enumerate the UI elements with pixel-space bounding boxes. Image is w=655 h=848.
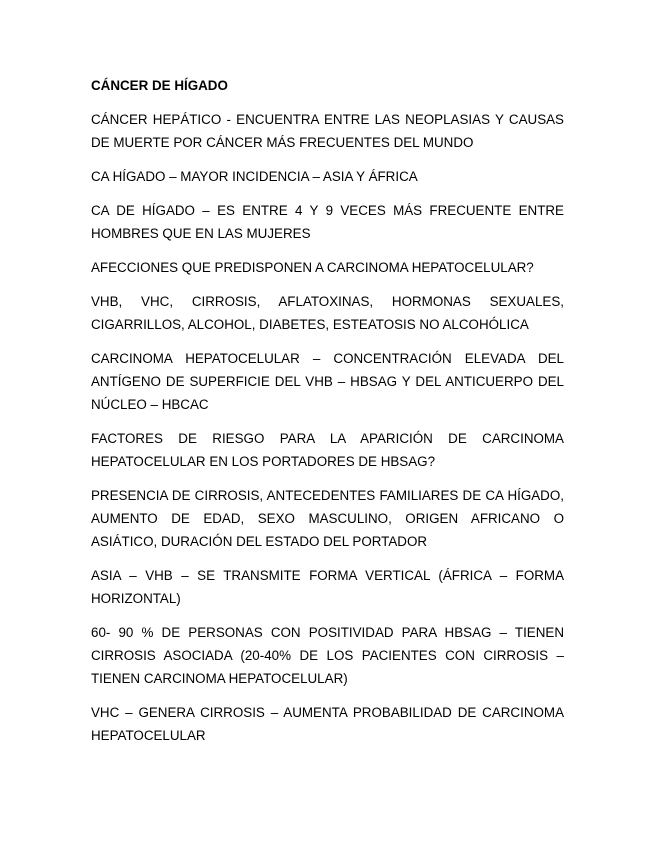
paragraph-vhc: VHC – GENERA CIRROSIS – AUMENTA PROBABILIDAD DE CARCINOMA HEPATOCELULAR [91, 705, 564, 743]
paragraph-hepatic-cancer-intro: CÁNCER HEPÁTICO - ENCUENTRA ENTRE LAS NEOPLASIAS Y CAUSAS DE MUERTE POR CÁNCER MÁS FRECUENTES DEL MUNDO [91, 112, 564, 150]
document-page [91, 74, 564, 758]
paragraph-incidence: CA HÍGADO – MAYOR INCIDENCIA – ASIA Y ÁFRICA [91, 169, 418, 184]
paragraph-antigen: CARCINOMA HEPATOCELULAR – CONCENTRACIÓN ELEVADA DEL ANTÍGENO DE SUPERFICIE DEL VHB – HBSAG Y DEL ANTICUERPO DEL NÚCLEO – HBCAC [91, 351, 564, 412]
paragraph-predisposing-factors: VHB, VHC, CIRROSIS, AFLATOXINAS, HORMONAS SEXUALES, CIGARRILLOS, ALCOHOL, DIABETES, ESTEATOSIS NO ALCOHÓLICA [91, 294, 564, 332]
paragraph-question-predisposing: AFECCIONES QUE PREDISPONEN A CARCINOMA HEPATOCELULAR? [91, 260, 534, 275]
paragraph-sex-ratio: CA DE HÍGADO – ES ENTRE 4 Y 9 VECES MÁS FRECUENTE ENTRE HOMBRES QUE EN LAS MUJERES [91, 203, 564, 241]
document-title: CÁNCER DE HÍGADO [91, 78, 228, 93]
paragraph-transmission: ASIA – VHB – SE TRANSMITE FORMA VERTICAL (ÁFRICA – FORMA HORIZONTAL) [91, 568, 564, 606]
paragraph-risk-factors: PRESENCIA DE CIRROSIS, ANTECEDENTES FAMILIARES DE CA HÍGADO, AUMENTO DE EDAD, SEXO MASCULINO, ORIGEN AFRICANO O ASIÁTICO, DURACIÓN DEL ESTADO DEL PORTADOR [91, 488, 564, 549]
paragraph-question-risk-factors: FACTORES DE RIESGO PARA LA APARICIÓN DE CARCINOMA HEPATOCELULAR EN LOS PORTADORES DE HBSAG? [91, 431, 564, 469]
paragraph-hbsag-cirrhosis: 60- 90 % DE PERSONAS CON POSITIVIDAD PARA HBSAG – TIENEN CIRROSIS ASOCIADA (20-40% DE LOS PACIENTES CON CIRROSIS – TIENEN CARCINOMA HEPATOCELULAR) [91, 625, 564, 686]
